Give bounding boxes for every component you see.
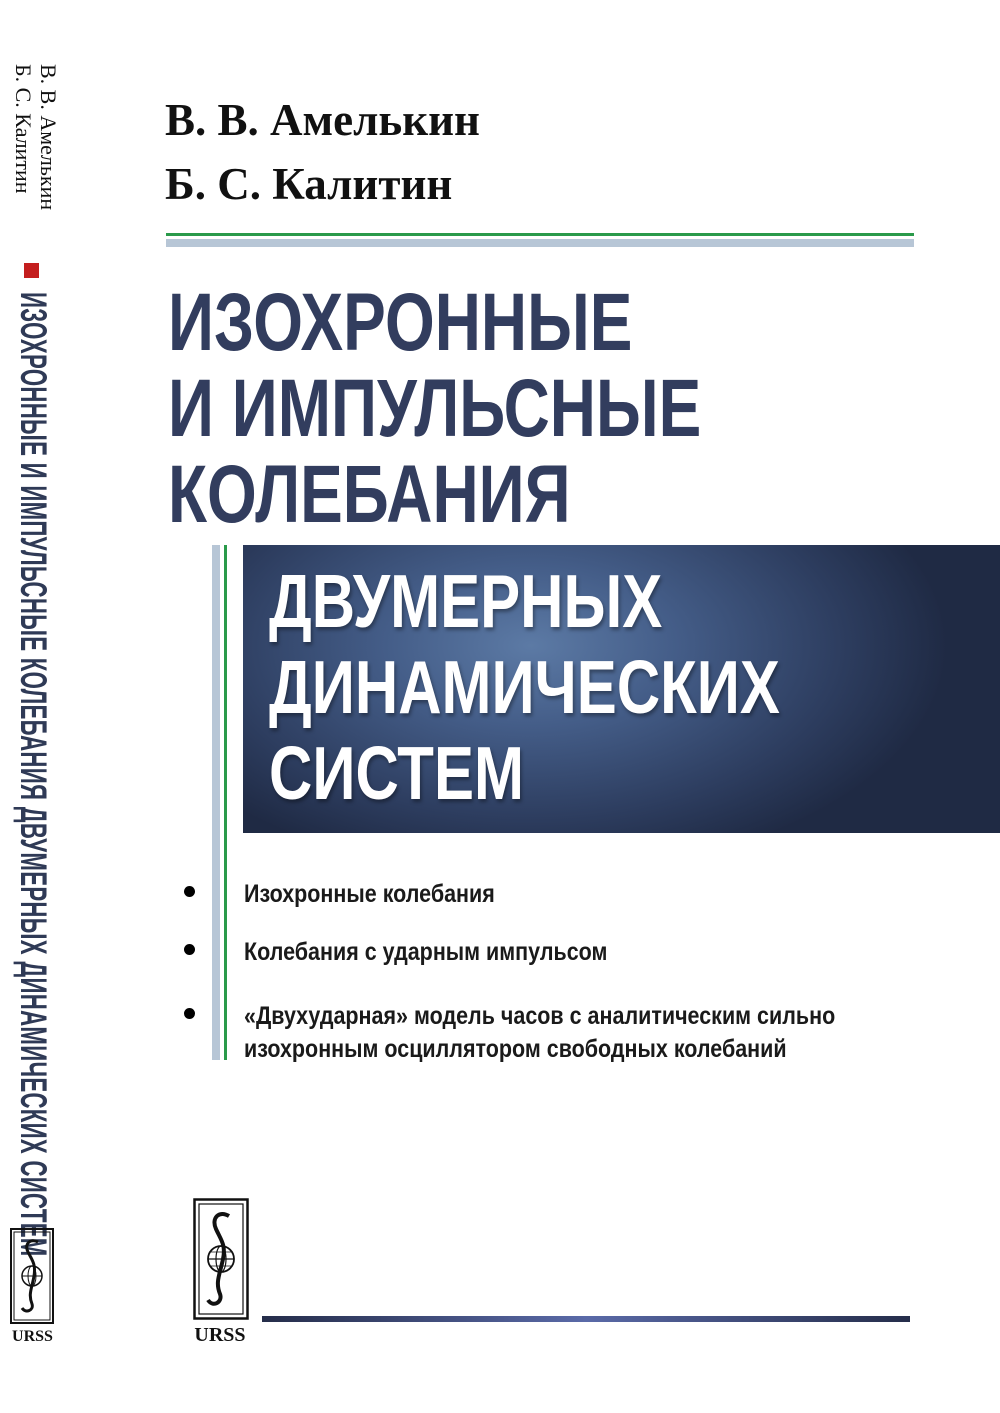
spine-author-2: Б. С. Калитин <box>11 64 36 194</box>
spine-author-1: В. В. Амелькин <box>36 64 61 211</box>
bullet-icon <box>184 944 195 955</box>
spine-publisher-logo-icon <box>10 1228 54 1324</box>
title-line-2: И ИМПУЛЬСНЫЕ <box>168 363 702 454</box>
spine-square-marker <box>24 263 39 278</box>
spine-title: ИЗОХРОННЫЕ И ИМПУЛЬСНЫЕ КОЛЕБАНИЯ ДВУМЕРНЫХ ДИНАМИЧЕСКИХ СИСТЕМ <box>13 292 54 1257</box>
title-line-3: КОЛЕБАНИЯ <box>168 449 571 540</box>
bullet-icon <box>184 886 195 897</box>
cover-author-2: Б. С. Калитин <box>165 159 453 209</box>
book-title <box>168 277 702 540</box>
subtitle-line-3: СИСТЕМ <box>269 731 524 815</box>
publisher-name: URSS <box>194 1324 246 1346</box>
list-item-text: Изохронные колебания <box>244 880 495 908</box>
list-item-text: Колебания с ударным импульсом <box>244 938 608 966</box>
cover-authors <box>165 88 480 216</box>
spine-publisher-name: URSS <box>12 1328 53 1345</box>
list-item-text: «Двухударная» модель часов с аналитическим сильно изохронным осциллятором свободных колебаний <box>244 1002 836 1063</box>
spine-rotated-strip <box>0 0 65 1413</box>
subtitle-line-2: ДИНАМИЧЕСКИХ <box>269 645 780 729</box>
book-subtitle <box>269 558 780 816</box>
bottom-rule <box>262 1316 910 1322</box>
cover-author-1: В. В. Амелькин <box>165 95 480 145</box>
vertical-blue-bar <box>212 545 220 1060</box>
subtitle-line-1: ДВУМЕРНЫХ <box>269 559 663 643</box>
top-blue-rule <box>166 239 914 247</box>
vertical-green-bar <box>224 545 227 1060</box>
top-green-rule <box>166 233 914 236</box>
publisher-logo-icon <box>193 1198 249 1320</box>
spine-authors <box>11 64 61 210</box>
title-line-1: ИЗОХРОННЫЕ <box>168 277 633 368</box>
book-spine <box>0 0 65 1413</box>
bullet-icon <box>184 1008 195 1019</box>
